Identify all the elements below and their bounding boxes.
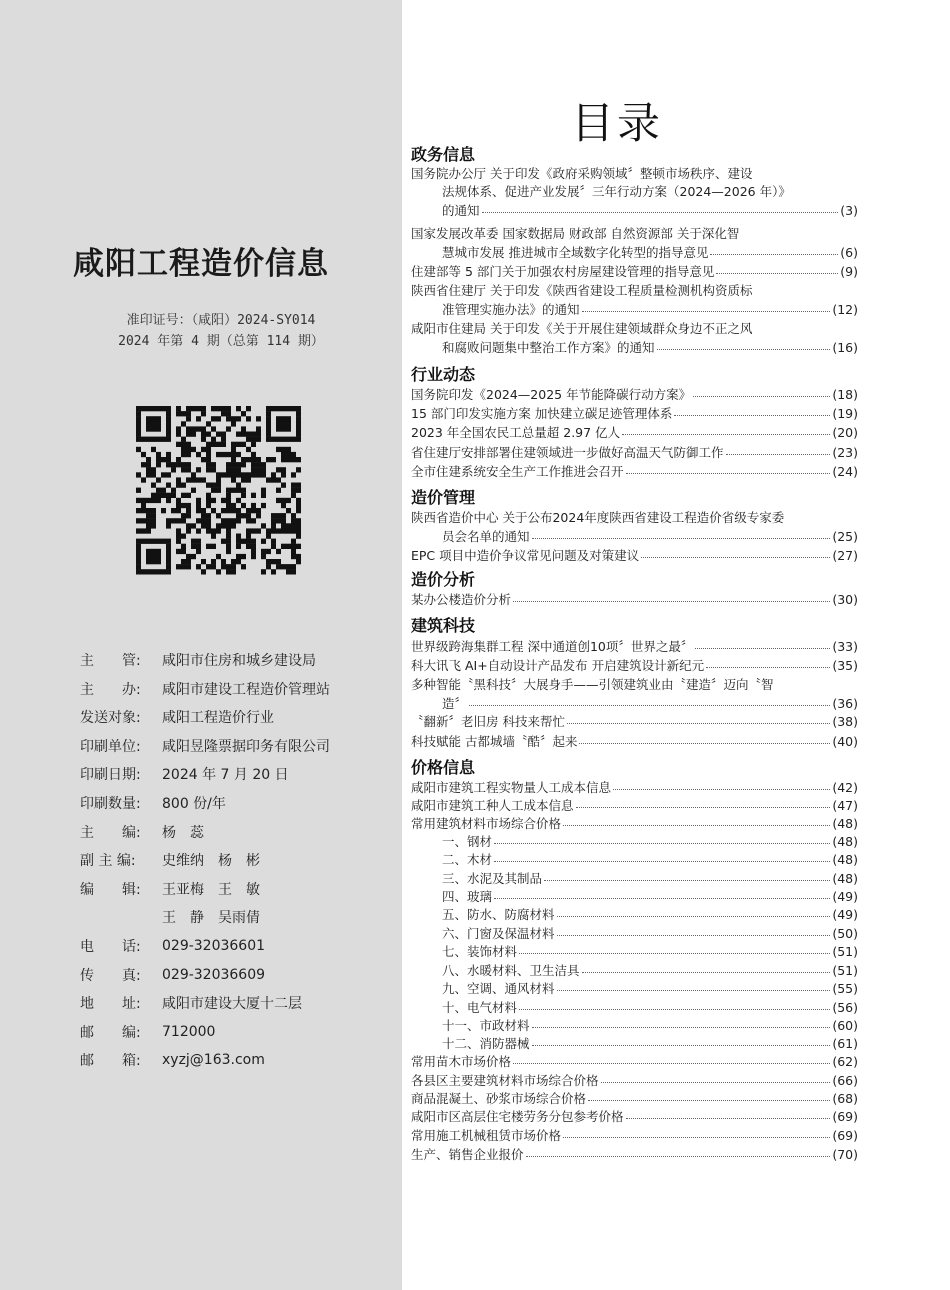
dot-leader — [576, 807, 831, 808]
toc-entry — [411, 1126, 858, 1144]
info-row-audience — [80, 707, 274, 727]
toc-entry-title: 八、水暖材料、卫生洁具 — [442, 963, 580, 978]
toc-entry-title: 〝翻新〞老旧房 科技来帮忙 — [411, 714, 565, 729]
info-row-editors-continued — [80, 907, 260, 927]
info-value: 咸阳市住房和城乡建设局 — [162, 653, 316, 669]
dot-leader — [674, 415, 830, 416]
toc-entry-title: 世界级跨海集群工程 深中通道创10项〞世界之最〞 — [411, 639, 694, 654]
toc-entry-title: 省住建厅安排部署住建领域进一步做好高温天气防御工作 — [411, 445, 724, 460]
toc-entry — [442, 887, 858, 905]
toc-entry — [442, 338, 858, 356]
toc-page-number: (70) — [832, 1146, 858, 1162]
toc-entry — [411, 385, 858, 403]
info-row-postcode — [80, 1022, 215, 1042]
dot-leader — [532, 1027, 831, 1028]
info-row-print-date — [80, 764, 289, 784]
toc-entry — [442, 924, 858, 942]
toc-section-title: 造价管理 — [411, 488, 476, 507]
toc-page-number: (56) — [832, 999, 858, 1015]
toc-entry-title: 咸阳市区高层住宅楼劳务分包参考价格 — [411, 1109, 624, 1124]
toc-heading: 目录 — [571, 99, 663, 149]
dot-leader — [532, 538, 831, 539]
dot-leader — [557, 935, 831, 936]
toc-entry — [411, 462, 858, 480]
dot-leader — [482, 212, 839, 213]
toc-entry — [411, 712, 858, 730]
dot-leader — [544, 880, 830, 881]
toc-entry-title: 七、装饰材料 — [442, 944, 518, 959]
toc-entry-title: 咸阳市住建局 关于印发《关于开展住建领域群众身边不正之风 — [411, 321, 753, 336]
dot-leader — [557, 916, 831, 917]
toc-entry-title: 和腐败问题集中整治工作方案》的通知 — [442, 340, 655, 355]
dot-leader — [582, 972, 831, 973]
dot-leader — [519, 953, 830, 954]
info-row-editors — [80, 879, 260, 899]
dot-leader — [563, 825, 830, 826]
toc-entry — [442, 905, 858, 923]
info-label: 邮 编: — [80, 1024, 141, 1041]
toc-entry — [442, 869, 858, 887]
info-value: 咸阳昱隆票据印务有限公司 — [162, 738, 330, 755]
toc-entry-title: 陕西省造价中心 关于公布2024年度陕西省建设工程造价省级专家委 — [411, 510, 785, 525]
toc-entry-title: 全市住建系统安全生产工作推进会召开 — [411, 464, 624, 479]
toc-entry-title: 员会名单的通知 — [442, 529, 530, 544]
info-label: 印刷日期: — [80, 767, 141, 784]
toc-entry-title: 常用建筑材料市场综合价格 — [411, 816, 562, 831]
toc-page-number: (51) — [832, 943, 858, 959]
toc-entry-title: 咸阳市建筑工程实物量人工成本信息 — [411, 780, 612, 795]
dot-leader — [706, 667, 830, 668]
info-label: 地 址: — [80, 996, 141, 1013]
toc-entry-title: 一、钢材 — [442, 834, 493, 849]
dot-leader — [563, 1137, 830, 1138]
dot-leader — [622, 434, 830, 435]
dot-leader — [693, 396, 830, 397]
toc-page-number: (48) — [832, 870, 858, 886]
toc-entry-title: 住建部等 5 部门关于加强农村房屋建设管理的指导意见 — [411, 264, 715, 279]
toc-page-number: (27) — [832, 547, 858, 563]
toc-entry — [442, 998, 858, 1016]
toc-page-number: (19) — [832, 405, 858, 421]
toc-page-number: (3) — [840, 202, 858, 218]
info-row-phone — [80, 936, 265, 956]
toc-entry-title: 常用苗木市场价格 — [411, 1054, 512, 1069]
toc-entry — [442, 832, 858, 850]
toc-page-number: (66) — [832, 1072, 858, 1088]
toc-entry — [411, 423, 858, 441]
toc-entry — [411, 1107, 858, 1125]
toc-entry — [442, 979, 858, 997]
info-row-sponsor — [80, 679, 330, 699]
toc-entry — [411, 637, 858, 655]
dot-leader — [710, 254, 838, 255]
info-row-supervisor — [80, 650, 316, 670]
toc-entry — [411, 404, 858, 422]
toc-entry-title: 四、玻璃 — [442, 889, 493, 904]
toc-entry-title: 国家发展改革委 国家数据局 财政部 自然资源部 关于深化智 — [411, 226, 740, 241]
info-row-email — [80, 1050, 265, 1070]
toc-entry-title: 五、防水、防腐材料 — [442, 907, 555, 922]
toc-entry — [442, 1034, 858, 1052]
toc-entry — [411, 796, 858, 814]
info-value: 王 静 吴雨倩 — [162, 910, 260, 927]
info-label: 主 办: — [80, 681, 141, 698]
toc-entry-title: 常用施工机械租赁市场价格 — [411, 1128, 562, 1143]
info-value: 杨 蕊 — [162, 824, 204, 841]
toc-entry-title: 咸阳市建筑工种人工成本信息 — [411, 798, 574, 813]
toc-page-number: (55) — [832, 980, 858, 996]
dot-leader — [494, 861, 830, 862]
toc-entry — [411, 732, 858, 750]
dot-leader — [716, 273, 838, 274]
dot-leader — [494, 898, 830, 899]
journal-title: 咸阳工程造价信息 — [73, 246, 329, 282]
toc-entry — [411, 778, 858, 796]
toc-page-number: (68) — [832, 1090, 858, 1106]
toc-entry-title: 十一、市政材料 — [442, 1018, 530, 1033]
info-label: 副 主 编: — [80, 853, 136, 870]
dot-leader — [513, 1063, 830, 1064]
toc-page-number: (38) — [832, 713, 858, 729]
info-value: 2024 年 7 月 20 日 — [162, 767, 289, 784]
toc-entry — [411, 814, 858, 832]
toc-page-number: (61) — [832, 1035, 858, 1051]
toc-entry-title: 六、门窗及保温材料 — [442, 926, 555, 941]
toc-page-number: (9) — [840, 263, 858, 279]
info-label: 印刷数量: — [80, 796, 141, 812]
info-value: 咸阳市建设工程造价管理站 — [162, 681, 330, 698]
dot-leader — [641, 557, 830, 558]
toc-entry-title: 造〞 — [442, 696, 468, 711]
toc-entry-title: 法规体系、促进产业发展〞三年行动方案（2024—2026 年）》 — [442, 184, 791, 199]
toc-entry — [442, 201, 858, 219]
dot-leader — [626, 473, 831, 474]
toc-entry — [411, 590, 858, 608]
toc-entry-title: 准管理实施办法》的通知 — [442, 302, 580, 317]
issue-number: 2024 年第 4 期（总第 114 期） — [118, 334, 324, 349]
info-row-printer — [80, 736, 330, 756]
toc-entry-title: 十、电气材料 — [442, 1000, 518, 1015]
toc-page-number: (12) — [832, 301, 858, 317]
toc-section-title: 价格信息 — [411, 758, 476, 777]
info-row-address — [80, 993, 302, 1013]
toc-entry-title: 十二、消防器械 — [442, 1036, 530, 1051]
toc-page-number: (51) — [832, 962, 858, 978]
info-row-fax — [80, 965, 265, 985]
toc-page-number: (48) — [832, 815, 858, 831]
toc-page-number: (69) — [832, 1108, 858, 1124]
toc-page-number: (18) — [832, 386, 858, 402]
info-label: 电 话: — [80, 939, 141, 955]
info-value: 029-32036609 — [162, 966, 266, 983]
dot-leader — [726, 454, 831, 455]
toc-entry-title: 商品混凝土、砂浆市场综合价格 — [411, 1091, 587, 1106]
dot-leader — [513, 601, 830, 602]
dot-leader — [519, 1009, 830, 1010]
info-value: 800 份/年 — [162, 796, 226, 812]
info-label: 传 真: — [80, 967, 141, 984]
toc-entry-title: 的通知 — [442, 203, 480, 218]
toc-page-number: (60) — [832, 1017, 858, 1033]
toc-entry — [442, 527, 858, 545]
info-value: 史维纳 杨 彬 — [162, 853, 260, 870]
toc-section-title: 造价分析 — [411, 570, 476, 589]
toc-page-number: (48) — [832, 833, 858, 849]
toc-entry — [442, 850, 858, 868]
toc-entry — [411, 546, 858, 564]
toc-section-title: 政务信息 — [411, 145, 476, 164]
toc-entry — [411, 1089, 858, 1107]
toc-entry-title: 九、空调、通风材料 — [442, 981, 555, 996]
toc-entry-title: 15 部门印发实施方案 加快建立碳足迹管理体系 — [411, 406, 673, 421]
info-value: xyzj@163.com — [162, 1052, 265, 1069]
toc-page-number: (47) — [832, 797, 858, 813]
toc-section-title: 建筑科技 — [411, 616, 476, 635]
dot-leader — [526, 1156, 831, 1157]
dot-leader — [695, 648, 830, 649]
toc-page-number: (35) — [832, 657, 858, 673]
toc-page-number: (42) — [832, 779, 858, 795]
toc-entry-title: 某办公楼造价分析 — [411, 592, 512, 607]
dot-leader — [601, 1082, 831, 1083]
toc-page-number: (30) — [832, 591, 858, 607]
dot-leader — [588, 1100, 830, 1101]
dot-leader — [567, 723, 830, 724]
toc-entry — [411, 262, 858, 280]
toc-entry — [411, 443, 858, 461]
info-label: 发送对象: — [80, 710, 141, 727]
toc-page-number: (36) — [832, 695, 858, 711]
toc-page-number: (40) — [832, 733, 858, 749]
toc-page-number: (16) — [832, 339, 858, 355]
info-label: 主 编: — [80, 824, 141, 841]
toc-page-number: (50) — [832, 925, 858, 941]
toc-entry — [442, 243, 858, 261]
dot-leader — [613, 789, 830, 790]
dot-leader — [557, 990, 831, 991]
toc-entry-title: 慧城市发展 推进城市全域数字化转型的指导意见 — [442, 245, 709, 260]
toc-entry-title: 三、水泥及其制品 — [442, 871, 543, 886]
toc-entry — [442, 961, 858, 979]
toc-entry — [442, 694, 858, 712]
info-row-editor-in-chief — [80, 822, 204, 842]
info-value: 咸阳市建设大厦十二层 — [162, 996, 302, 1013]
toc-entry — [411, 1052, 858, 1070]
toc-entry-title: EPC 项目中造价争议常见问题及对策建议 — [411, 548, 640, 563]
info-row-print-quantity — [80, 793, 226, 813]
toc-entry-title: 生产、销售企业报价 — [411, 1147, 524, 1162]
dot-leader — [494, 843, 830, 844]
permit-number: 准印证号：（咸阳）2024-SY014 — [126, 313, 316, 328]
dot-leader — [579, 743, 830, 744]
dot-leader — [532, 1045, 831, 1046]
info-label: 印刷单位: — [80, 738, 141, 755]
toc-entry — [442, 300, 858, 318]
cover-panel — [0, 0, 402, 1290]
info-value: 712000 — [162, 1023, 216, 1040]
toc-entry — [411, 656, 858, 674]
dot-leader — [469, 705, 830, 706]
toc-entry-title: 科大讯飞 AI+自动设计产品发布 开启建筑设计新纪元 — [411, 658, 705, 673]
toc-entry — [442, 942, 858, 960]
toc-page-number: (6) — [840, 244, 858, 260]
toc-page-number: (69) — [832, 1127, 858, 1143]
info-label: 邮 箱: — [80, 1053, 141, 1070]
toc-page-number: (25) — [832, 528, 858, 544]
toc-entry-title: 陕西省住建厅 关于印发《陕西省建设工程质量检测机构资质标 — [411, 283, 753, 298]
toc-entry — [442, 1016, 858, 1034]
toc-page-number: (33) — [832, 638, 858, 654]
toc-page-number: (48) — [832, 851, 858, 867]
dot-leader — [582, 311, 831, 312]
info-row-deputy-editor — [80, 850, 260, 870]
info-value: 王亚梅 王 敏 — [162, 881, 260, 898]
toc-page-number: (23) — [832, 444, 858, 460]
info-label: 编 辑: — [80, 881, 141, 898]
toc-page-number: (62) — [832, 1053, 858, 1069]
toc-page-number: (20) — [832, 424, 858, 440]
toc-entry-title: 科技赋能 古都城墙〝酷〞起来 — [411, 734, 578, 749]
info-value: 咸阳工程造价行业 — [162, 710, 274, 727]
info-label: 主 管: — [80, 653, 141, 669]
toc-entry-title: 多种智能〝黑科技〞大展身手——引领建筑业由〝建造〞迈向〝智 — [411, 677, 774, 692]
toc-entry-title: 国务院印发《2024—2025 年节能降碳行动方案》 — [411, 387, 692, 402]
dot-leader — [657, 349, 831, 350]
info-value: 029-32036601 — [162, 938, 266, 954]
toc-entry-title: 国务院办公厅 关于印发《政府采购领域〞整顿市场秩序、建设 — [411, 166, 753, 181]
qr-code — [136, 406, 302, 576]
toc-entry — [411, 1071, 858, 1089]
toc-entry-title: 二、木材 — [442, 852, 493, 867]
toc-page-number: (24) — [832, 463, 858, 479]
toc-entry-title: 2023 年全国农民工总量超 2.97 亿人 — [411, 425, 621, 440]
toc-section-title: 行业动态 — [411, 365, 476, 384]
toc-entry — [411, 1145, 858, 1163]
toc-page-number: (49) — [832, 906, 858, 922]
toc-page-number: (49) — [832, 888, 858, 904]
toc-entry-title: 各县区主要建筑材料市场综合价格 — [411, 1073, 599, 1088]
dot-leader — [626, 1118, 831, 1119]
